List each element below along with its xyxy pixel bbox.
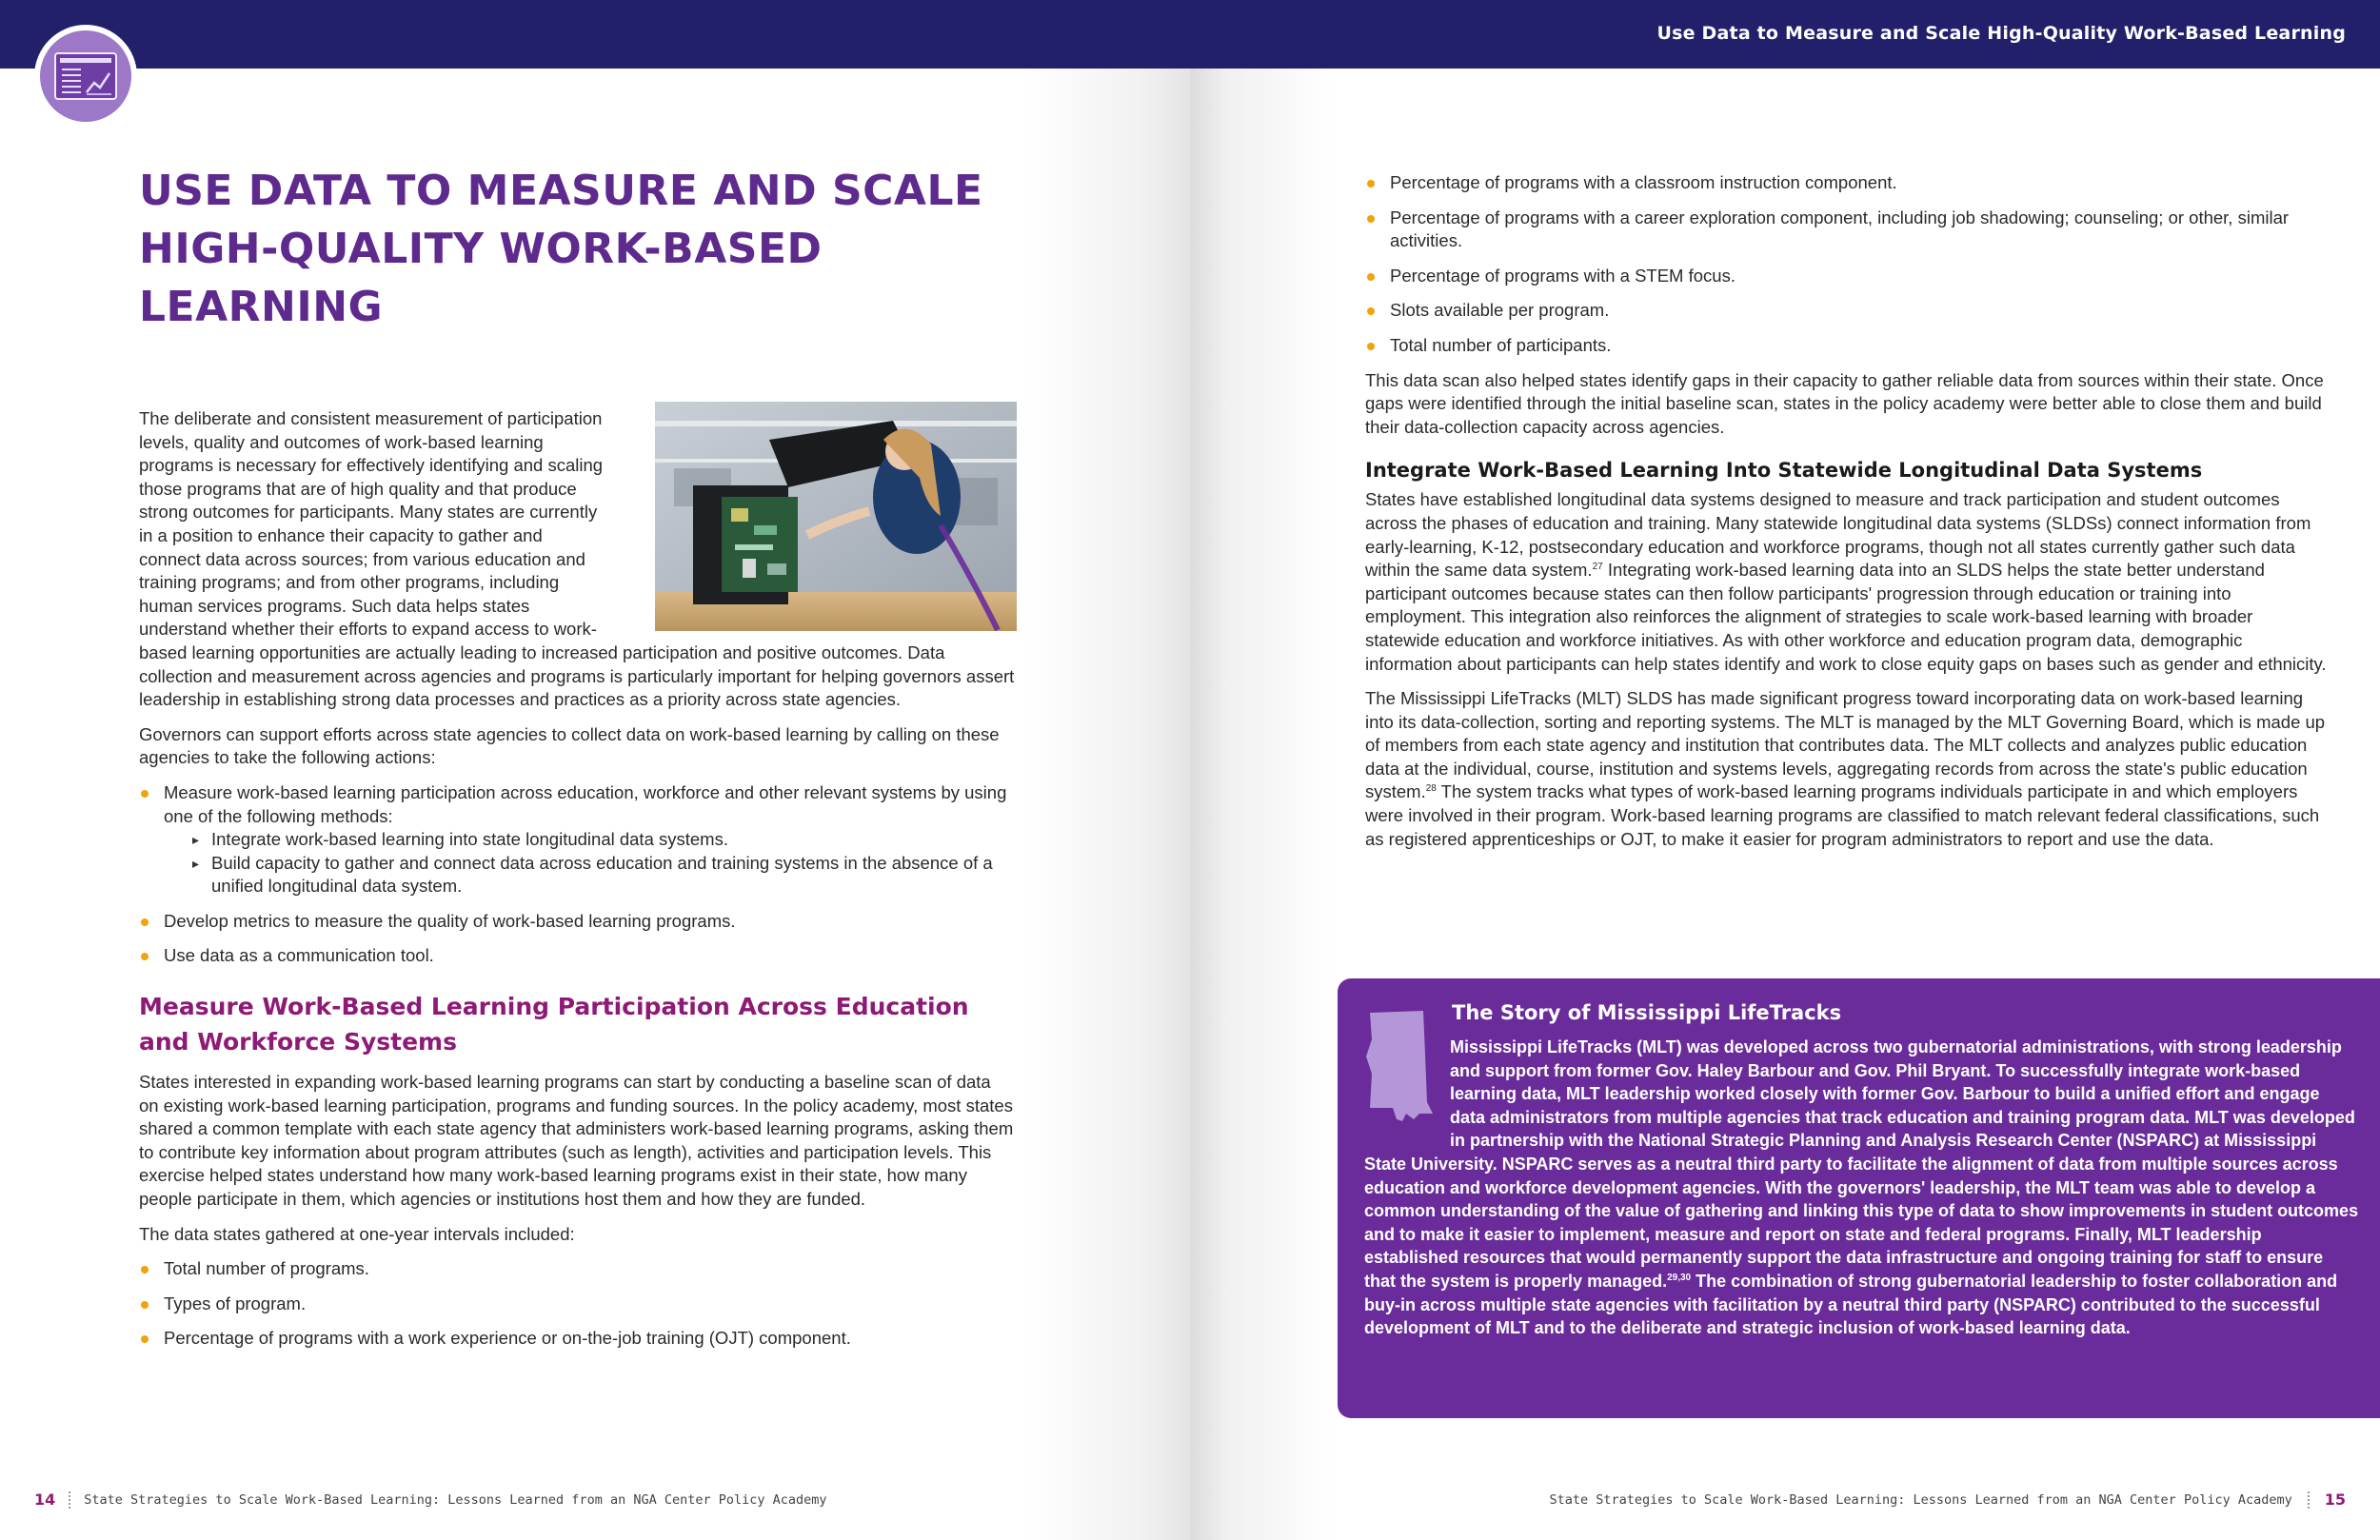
slds-text-b: Integrating work-based learning data into an SLDS helps the state better understand participant outcomes because states can then follow participants' progression through education or training into employment. This integration also reinforces the alignment of strategies to scale work-based learning with broader statewide education and workforce initiatives. As with other workforce and education program data, demographic information about participants can help states identify and work to close equity gaps on bases such as gender and ethnicity. <box>1365 560 2327 674</box>
list-item: Slots available per program. <box>1365 299 2327 323</box>
slds-text-a: States have established longitudinal data systems designed to measure and track participation and student outcomes across the phases of education and training. Many statewide longitudinal data systems (SLDSs) connect information from early-learning, K-12, postsecondary education and workforce programs, though not all states currently gather such data within the same data system. <box>1365 489 2311 581</box>
methods-list <box>164 828 1015 898</box>
story-body <box>1364 1036 2359 1340</box>
list-item: Total number of programs. <box>139 1257 1015 1281</box>
list-item: Percentage of programs with a classroom instruction component. <box>1365 171 2327 195</box>
running-head: Use Data to Measure and Scale High-Quality Work-Based Learning <box>1656 23 2346 44</box>
footnote-ref: 29,30 <box>1667 1272 1692 1283</box>
photo-float-space <box>607 407 1015 636</box>
actions-list <box>139 781 1015 968</box>
story-title: The Story of Mississippi LifeTracks <box>1452 1001 1842 1024</box>
list-item: Use data as a communication tool. <box>139 944 1015 968</box>
list-item: ▸ Integrate work-based learning into state longitudinal data systems. <box>164 828 1015 852</box>
governors-paragraph: Governors can support efforts across state agencies to collect data on work-based learning by calling on these agencies to take the following actions: <box>139 723 1000 768</box>
slds-paragraph <box>1365 488 2327 676</box>
left-column <box>139 407 1015 1362</box>
story-callout <box>1338 978 2380 1418</box>
story-text-b: The combination of strong gubernatorial leadership to foster collaboration and buy-in across multiple state agencies with facilitation by a neutral third party (NSPARC) contributed to the successful development of MLT and to the deliberate and strategic inclusion of work-based learning data. <box>1364 1271 2338 1338</box>
footer-title: State Strategies to Scale Work-Based Learning: Lessons Learned from an NGA Center Policy Academy <box>1549 1491 2292 1508</box>
gathered-intro: The data states gathered at one-year intervals included: <box>139 1223 575 1244</box>
list-item: Percentage of programs with a work experience or on-the-job training (OJT) component. <box>139 1327 1015 1351</box>
list-item: Percentage of programs with a career exploration component, including job shadowing; counseling; or other, similar activities. <box>1365 207 2327 253</box>
section-heading: Measure Work-Based Learning Participation Across Education and Workforce Systems <box>139 993 969 1056</box>
scan-paragraph: This data scan also helped states identify gaps in their capacity to gather reliable data from sources within their state. Once gaps were identified through the initial baseline scan, states in the policy academy were better able to close them and build their data-collection capacity across agencies. <box>1365 369 2324 437</box>
mlt-paragraph <box>1365 687 2327 851</box>
footnote-ref: 27 <box>1592 561 1603 572</box>
right-page <box>1190 0 2380 1540</box>
footer-right <box>1549 1491 2346 1509</box>
header-bar-right <box>1190 0 2380 69</box>
gathered-list <box>139 1257 1015 1351</box>
right-column <box>1365 171 2327 862</box>
list-item: Percentage of programs with a STEM focus. <box>1365 265 2327 288</box>
mlt-text-b: The system tracks what types of work-based learning programs individuals participate in and which employers were involved in their program. Work-based learning programs are classified to match relevant federal classifications, such as registered apprenticeships or OJT, to make it easier for program administrators to report and use the data. <box>1365 781 2320 849</box>
footer-divider <box>2308 1491 2310 1509</box>
list-item-text: Measure work-based learning participation across education, workforce and other relevant systems by using one of the following methods: <box>164 781 1007 826</box>
data-chart-icon <box>40 30 131 122</box>
page-title: USE DATA TO MEASURE AND SCALE HIGH-QUALITY WORK-BASED LEARNING <box>139 167 983 331</box>
intro-paragraph: The deliberate and consistent measurement of participation levels, quality and outcomes of work-based learning programs is necessary for effectively identifying and scaling those programs that are of high quality and that produce strong outcomes for participants. Many states are currently in a position to enhance their capacity to gather and connect data across sources; from various education and training programs; and from other programs, including human services programs. Such data helps states understand whether their efforts to expand access to work-based learning opportunities are actually leading to increased participation and positive outcomes. Data collection and measurement across agencies and programs is particularly important for helping governors assert leadership in establishing strong data processes and practices as a priority across state agencies. <box>139 408 1015 710</box>
subsection-heading: Integrate Work-Based Learning Into Statewide Longitudinal Data Systems <box>1365 459 2203 483</box>
list-item: Develop metrics to measure the quality of work-based learning programs. <box>139 910 1015 934</box>
section-paragraph: States interested in expanding work-based learning programs can start by conducting a baseline scan of data on existing work-based learning participation, programs and funding sources. In the policy academy, most states shared a common template with each state agency that administers work-based learning programs, asking them to contribute key information about program attributes (such as length), activities and participation levels. This exercise helped states understand how many work-based learning programs exist in their state, how many people participate in them, which agencies or institutions host them and how they are funded. <box>139 1072 1014 1210</box>
section-badge <box>34 25 137 128</box>
continued-list <box>1365 171 2327 358</box>
footer-divider <box>69 1491 70 1509</box>
page-number: 15 <box>2324 1491 2346 1509</box>
mlt-text-a: The Mississippi LifeTracks (MLT) SLDS has made significant progress toward incorporating data on work-based learning into its data-collection, sorting and reporting systems. The MLT is managed by the MLT Governing Board, which is made up of members from each state agency and institution that contributes data. The MLT collects and analyzes public education data at the individual, course, institution and systems levels, aggregating records from across the state's public education system. <box>1365 688 2326 802</box>
list-item: Total number of participants. <box>1365 334 2327 358</box>
footer-title: State Strategies to Scale Work-Based Learning: Lessons Learned from an NGA Center Policy Academy <box>84 1491 827 1508</box>
header-bar-left <box>0 0 1190 69</box>
list-item: Types of program. <box>139 1293 1015 1316</box>
page-number: 14 <box>34 1491 56 1509</box>
list-item: ▸ Build capacity to gather and connect data across education and training systems in the absence of a unified longitudinal data system. <box>164 852 1015 898</box>
list-item <box>139 781 1015 898</box>
story-text-a: Mississippi LifeTracks (MLT) was developed across two gubernatorial administrations, with strong leadership and support from former Gov. Haley Barbour and Gov. Phil Bryant. To successfully integrate work-based learning data, MLT leadership worked closely with former Gov. Barbour to build a unified effort and engage data administrators from multiple agencies that track education and training program data. MLT was developed in partnership with the National Strategic Planning and Analysis Research Center (NSPARC) at Mississippi State University. NSPARC serves as a neutral third party to facilitate the alignment of data from multiple sources across education and workforce development agencies. With the governors' leadership, the MLT team was able to develop a common understanding of the value of gathering and linking this type of data to show improvements in student outcomes and to make it easier to implement, measure and report on state and federal programs. Finally, MLT leadership established resources that would permanently support the data infrastructure and ongoing training for staff to ensure that the system is properly managed. <box>1364 1037 2359 1291</box>
footer-left <box>34 1491 827 1509</box>
map-float-space <box>1364 1036 1450 1150</box>
footnote-ref: 28 <box>1425 783 1437 795</box>
